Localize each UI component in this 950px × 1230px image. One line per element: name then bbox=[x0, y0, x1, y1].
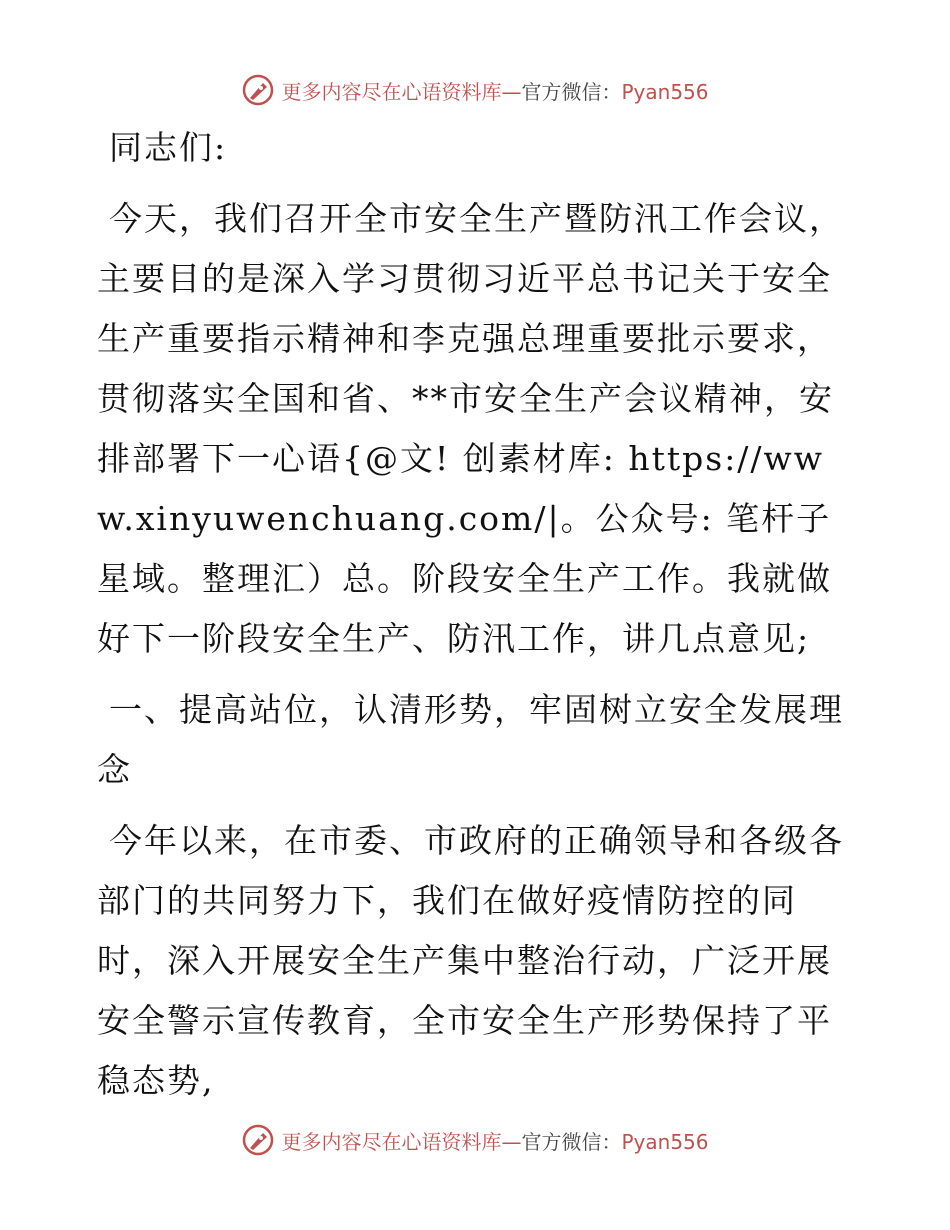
paragraph-gap bbox=[97, 669, 853, 680]
paragraph-opening: 今天，我们召开全市安全生产暨防汛工作会议，主要目的是深入学习贯彻习近平总书记关于安全生产重要指示精神和李克强总理重要批示要求，贯彻落实全国和省、**市安全生产会议精神，安排部署下一心语{@文! 创素材库: https://www.xinyuwenchuang.com/|。公众号: 笔杆子星域。整理汇）总。阶段安全生产工作。我就做好下一阶段安全生产、防汛工作，讲几点意见; bbox=[97, 199, 844, 658]
watermark-dash: — bbox=[501, 1129, 522, 1154]
document-body bbox=[97, 118, 853, 1111]
section-heading-1: 一、提高站位，认清形势，牢固树立安全发展理念 bbox=[97, 690, 844, 789]
watermark-official-label: 官方微信： bbox=[521, 1129, 622, 1154]
pen-nib-logo-icon bbox=[241, 73, 275, 107]
watermark-official-label: 官方微信： bbox=[521, 79, 622, 104]
watermark-dash: — bbox=[501, 79, 522, 104]
watermark-wechat-id: Pyan556 bbox=[621, 79, 709, 104]
watermark-text bbox=[281, 76, 708, 105]
watermark-brand: 更多内容尽在心语资料库 bbox=[281, 79, 502, 104]
footer-watermark bbox=[0, 1120, 950, 1160]
paragraph-gap bbox=[97, 800, 853, 811]
header-watermark bbox=[0, 70, 950, 110]
paragraph-situation: 今年以来，在市委、市政府的正确领导和各级各部门的共同努力下，我们在做好疫情防控的同时，深入开展安全生产集中整治行动，广泛开展安全警示宣传教育，全市安全生产形势保持了平稳态势, bbox=[97, 821, 844, 1100]
greeting: 同志们: bbox=[109, 128, 228, 167]
pen-nib-logo-icon bbox=[241, 1123, 275, 1157]
watermark-wechat-id: Pyan556 bbox=[621, 1129, 709, 1154]
watermark-text bbox=[281, 1126, 708, 1155]
watermark-brand: 更多内容尽在心语资料库 bbox=[281, 1129, 502, 1154]
